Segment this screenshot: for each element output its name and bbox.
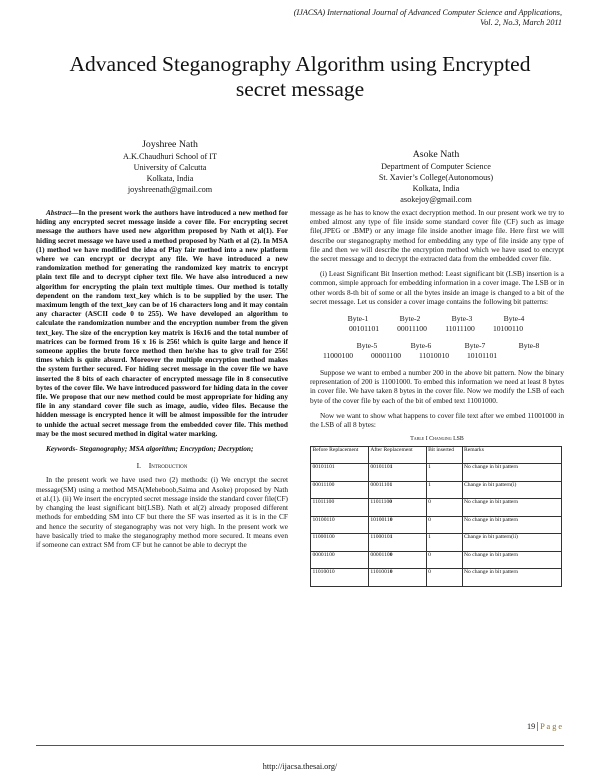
table-cell-after: 11000101	[368, 534, 426, 552]
table-cell-before: 00011100	[311, 481, 369, 499]
left-column	[36, 208, 288, 549]
author-location: Kolkata, India	[146, 174, 194, 183]
paper-title	[20, 52, 580, 102]
table-cell-remark: No change in bit pattern	[462, 499, 561, 517]
keywords-text: Steganography; MSA algorithm; Encryption; Decryption;	[77, 444, 254, 454]
byte-label: Byte-3	[451, 314, 473, 324]
journal-name: (IJACSA) International Journal of Advanced Computer Science and Applications,	[293, 8, 562, 17]
byte-pattern-2	[310, 341, 564, 360]
table-cell-remark: No change in bit pattern	[462, 516, 561, 534]
title-line-1: Advanced Steganography Algorithm using Encrypted	[69, 52, 531, 76]
table-cell-remark: No change in bit pattern	[462, 464, 561, 482]
title-line-2: secret message	[235, 77, 365, 101]
journal-url[interactable]: http://ijacsa.thesai.org/	[262, 762, 338, 771]
table-cell-before: 11010010	[311, 569, 369, 587]
keywords-label: Keywords-	[46, 444, 78, 454]
byte-value: 10101101	[466, 350, 498, 360]
table-header-cell: After Replacement	[368, 447, 426, 464]
journal-volume: Vol. 2, No.3, March 2011	[480, 18, 562, 27]
table-cell-before: 00001100	[311, 551, 369, 569]
section-title: Introduction	[148, 461, 188, 471]
table-header-cell: Bit inserted	[426, 447, 462, 464]
table-cell-before: 00101101	[311, 464, 369, 482]
byte-pattern-1	[310, 314, 564, 333]
table-cell-bit: 1	[426, 464, 462, 482]
table-cell-after: 00001100	[368, 551, 426, 569]
author-affiliation: University of Calcutta	[133, 163, 207, 172]
table-caption-number: Table I	[410, 436, 428, 443]
table-cell-before: 10100110	[311, 516, 369, 534]
table-cell-after: 11010010	[368, 569, 426, 587]
author-block-2	[326, 148, 546, 205]
body-paragraph: (i) Least Significant Bit Insertion method: Least significant bit (LSB) insertion is a common, simple approach for embedding information in a cover image. The LSB or in other words 8-th bit of some or all the bytes inside an image is changed to a bit of the secret message. Let us consider a cover image contains the following bit patterns:	[310, 269, 564, 306]
intro-paragraph: In the present work we have used two (2) methods: (i) We encrypt the secret message(SM) using a method MSA(Meheboob,Saima and Asoke) proposed by Nath et al.(1). (ii) We insert the encrypted secret message inside the standard cover file(CF) by changing the least significant bit(LSB). Nath et al(2) already proposed different methods for embedding SM into CF but there the SF was inserted as it is in the CF and hence the security of steganography was not very high. In the present work we have basically tried to make the steganography method more secured. It means even if someone can extract SM from CF but he cannot be able to decrypt the	[36, 475, 288, 549]
table-row	[311, 569, 562, 587]
table-cell-remark: No change in bit pattern	[462, 569, 561, 587]
author-block-1	[60, 138, 280, 195]
abstract	[36, 208, 288, 438]
table-cell-bit: 0	[426, 569, 462, 587]
journal-header	[294, 8, 562, 28]
page-label: P a g e	[540, 722, 562, 731]
byte-value: 11010010	[418, 350, 450, 360]
author-email: asokejoy@gmail.com	[400, 195, 472, 204]
table-cell-before: 11011100	[311, 499, 369, 517]
table-caption-title: Changing LSB	[429, 436, 464, 443]
keywords	[36, 444, 288, 453]
footer-rule	[36, 745, 564, 746]
table-cell-before: 11000100	[311, 534, 369, 552]
table-row	[311, 534, 562, 552]
table-row	[311, 499, 562, 517]
author-affiliation: St. Xavier’s College(Autonomous)	[378, 173, 494, 182]
table-cell-bit: 0	[426, 516, 462, 534]
byte-value: 00101101	[348, 323, 380, 333]
body-paragraph: message as he has to know the exact decryption method. In our present work we try to embed almost any type of file inside some standard cover file (CF) such as image file(.JPEG or .BMP) or any image file inside another image file. Here first we will describe our steganography method for embedding any type of file inside any type of file and then we will describe the encryption method which we have used to encrypt the secret message and to decrypt the extracted data from the embedded cover file.	[310, 208, 564, 264]
byte-label: Byte-2	[399, 314, 421, 324]
table-cell-after: 10100110	[368, 516, 426, 534]
table-header-cell: Before Replacement	[311, 447, 369, 464]
byte-label: Byte-5	[356, 341, 378, 351]
section-number: I.	[136, 461, 142, 471]
abstract-label: Abstract	[46, 208, 72, 217]
byte-value: 10100110	[492, 323, 524, 333]
section-heading	[36, 461, 288, 470]
byte-value: 00011100	[397, 323, 427, 333]
right-column	[310, 208, 564, 587]
author-affiliation: Department of Computer Science	[381, 162, 491, 171]
body-paragraph: Now we want to show what happens to cover file text after we embed 11001000 in the LSB of all 8 bytes:	[310, 410, 564, 430]
author-location: Kolkata, India	[412, 184, 460, 193]
byte-value: 11000100	[322, 350, 354, 360]
table-row	[311, 481, 562, 499]
byte-value: 00001100	[370, 350, 402, 360]
byte-label: Byte-4	[503, 314, 525, 324]
table-cell-bit: 1	[426, 481, 462, 499]
table-row	[311, 516, 562, 534]
table-row	[311, 551, 562, 569]
table-cell-remark: Change in bit pattern(i)	[462, 481, 561, 499]
table-cell-remark: Change in bit pattern(ii)	[462, 534, 561, 552]
table-header-cell: Remarks	[462, 447, 561, 464]
byte-label: Byte-7	[464, 341, 486, 351]
byte-label: Byte-6	[410, 341, 432, 351]
author-email: joyshreenath@gmail.com	[127, 185, 213, 194]
author-name: Joyshree Nath	[142, 139, 198, 150]
table-cell-remark: No change in bit pattern	[462, 551, 561, 569]
table-cell-bit: 0	[426, 499, 462, 517]
table-header-row	[311, 447, 562, 464]
byte-label: Byte-1	[347, 314, 369, 324]
byte-value: 11011100	[445, 323, 475, 333]
table-cell-bit: 1	[426, 534, 462, 552]
table-cell-after: 11011100	[368, 499, 426, 517]
table-cell-after: 00101101	[368, 464, 426, 482]
table-cell-bit: 0	[426, 551, 462, 569]
author-name: Asoke Nath	[412, 149, 460, 160]
author-affiliation: A.K.Chaudhuri School of IT	[123, 152, 217, 161]
table-cell-after: 00011101	[368, 481, 426, 499]
lsb-table	[310, 446, 562, 587]
page-number-value: 19	[527, 722, 536, 731]
table-caption	[310, 435, 564, 444]
page-number	[527, 722, 562, 731]
byte-label: Byte-8	[518, 341, 540, 351]
table-row	[311, 464, 562, 482]
abstract-text: —In the present work the authors have introduced a new method for hiding any encrypted secret message inside a cover file. For encrypting secret message the authors have used new algorithm proposed by Nath et al(1). For hiding secret message we have used a method proposed by Nath et al (2). In MSA (1) method we have modified the idea of Play fair method into a new platform where we can encrypt or decrypt any file. We have introduced a new randomization method for generating the randomized key matrix to encrypt plain text file and to decrypt cipher text file. We have also introduced a new algorithm for encrypting the plain text multiple times. Our method is totally dependent on the random text_key which is to be supplied by the user. The maximum length of the text_key can be of 16 characters long and it may contain any character (ASCII code 0 to 255). We have developed an algorithm to calculate the randomization number and the encryption number from the given text_key. The size of the encryption key matrix is 16x16 and the total number of matrices can be formed from 16 x 16 is 256! which is quite large and hence if someone applies the brute force method then he/she has to give trail for 256! times which is quite absurd. Moreover the multiple encryption method makes the system further secured. For hiding secret message in the cover file we have inserted the 8 bits of each character of encrypted message file in 8 consecutive bytes of the cover file. We have introduced password for hiding data in the cover file. We propose that our new method could be most appropriate for hiding any file in any standard cover file such as image, audio, video files. Because the hidden message is encrypted hence it will be almost impossible for the intruder to unhide the actual secret message from the embedded cover file. This method may be the most secured method in digital water marking.	[36, 208, 288, 438]
body-paragraph: Suppose we want to embed a number 200 in the above bit pattern. Now the binary representation of 200 is 11001000. To embed this information we need at least 8 bytes in cover file. We have taken 8 bytes in the cover file. Now we modify the LSB of each byte of the cover file by each of the bit of embed text 11001000.	[310, 368, 564, 405]
